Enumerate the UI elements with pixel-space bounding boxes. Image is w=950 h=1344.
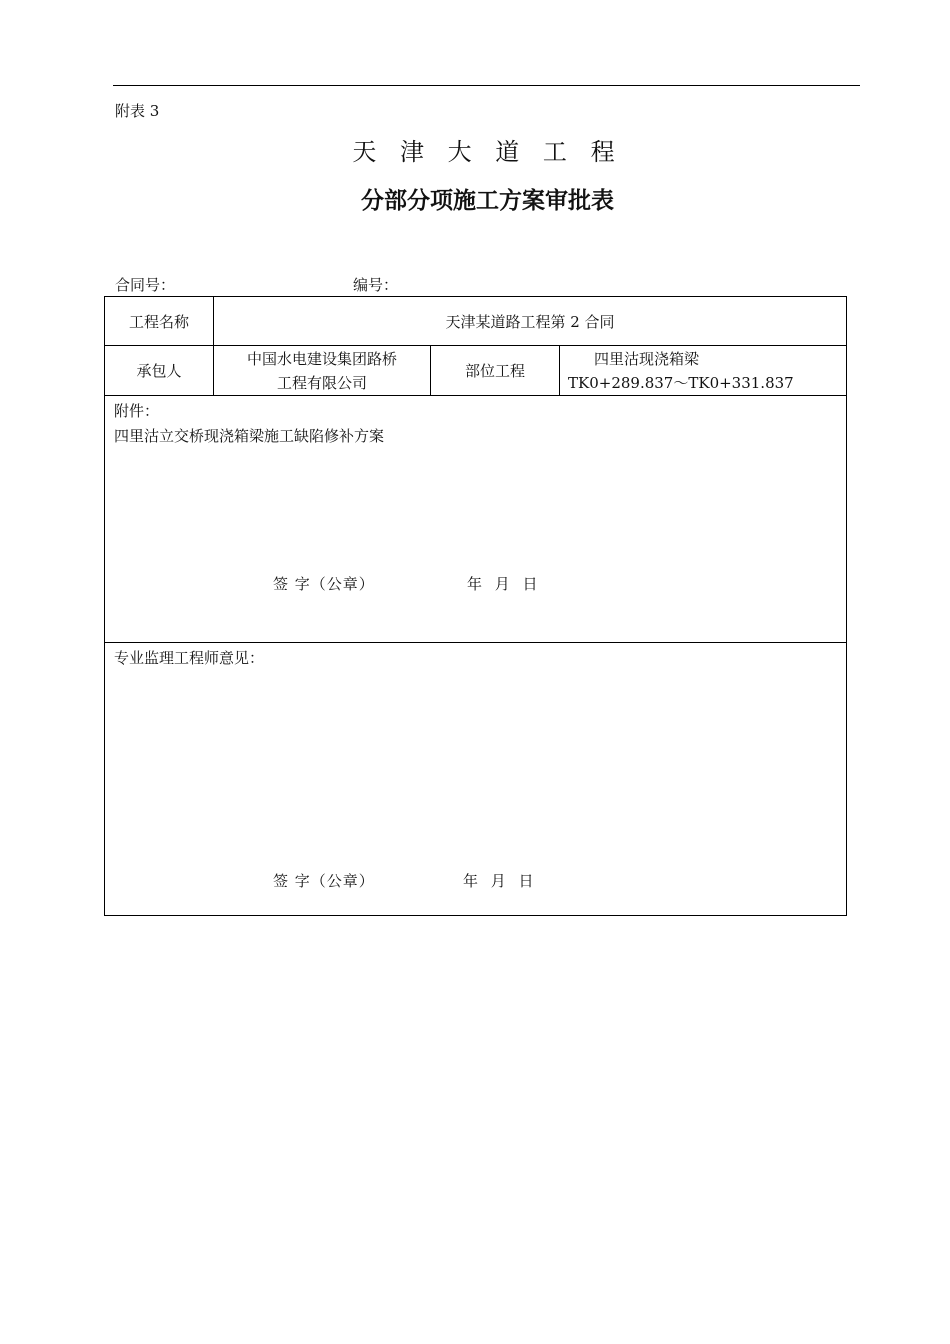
attachment-date: 年 月 日 [467, 575, 538, 593]
project-name-row [105, 297, 847, 346]
part-value [560, 346, 847, 396]
project-title: 天 津 大 道 工 程 [352, 138, 623, 166]
contractor-value-line2: 工程有限公司 [276, 373, 367, 392]
project-name-label: 工程名称 [105, 297, 214, 346]
part-value-line2: TK0+289.837～TK0+331.837 [568, 373, 794, 392]
supervisor-date: 年 月 日 [463, 872, 534, 890]
attachment-text: 四里沽立交桥现浇箱梁施工缺陷修补方案 [114, 427, 385, 445]
attachment-signature: 签 字（公章） [273, 575, 375, 593]
contractor-value-line1: 中国水电建设集团路桥 [246, 349, 397, 368]
contractor-label: 承包人 [105, 346, 214, 396]
part-label: 部位工程 [431, 346, 560, 396]
contract-number-label: 合同号： [115, 276, 176, 294]
header-rule [113, 85, 860, 86]
serial-number-label: 编号： [353, 276, 399, 294]
part-value-line1: 四里沽现浇箱梁 [594, 349, 700, 368]
approval-form-table [104, 296, 847, 916]
project-name-value: 天津某道路工程第 2 合同 [214, 297, 847, 346]
supervisor-cell [105, 643, 847, 916]
contractor-value [214, 346, 431, 396]
supervisor-label: 专业监理工程师意见： [114, 649, 265, 667]
appendix-label: 附表 3 [115, 102, 160, 120]
supervisor-row [105, 643, 847, 916]
attachment-cell [105, 396, 847, 643]
contractor-row [105, 346, 847, 396]
supervisor-signature: 签 字（公章） [273, 872, 375, 890]
form-title: 分部分项施工方案审批表 [361, 188, 614, 214]
attachment-row [105, 396, 847, 643]
attachment-label: 附件： [114, 402, 160, 420]
